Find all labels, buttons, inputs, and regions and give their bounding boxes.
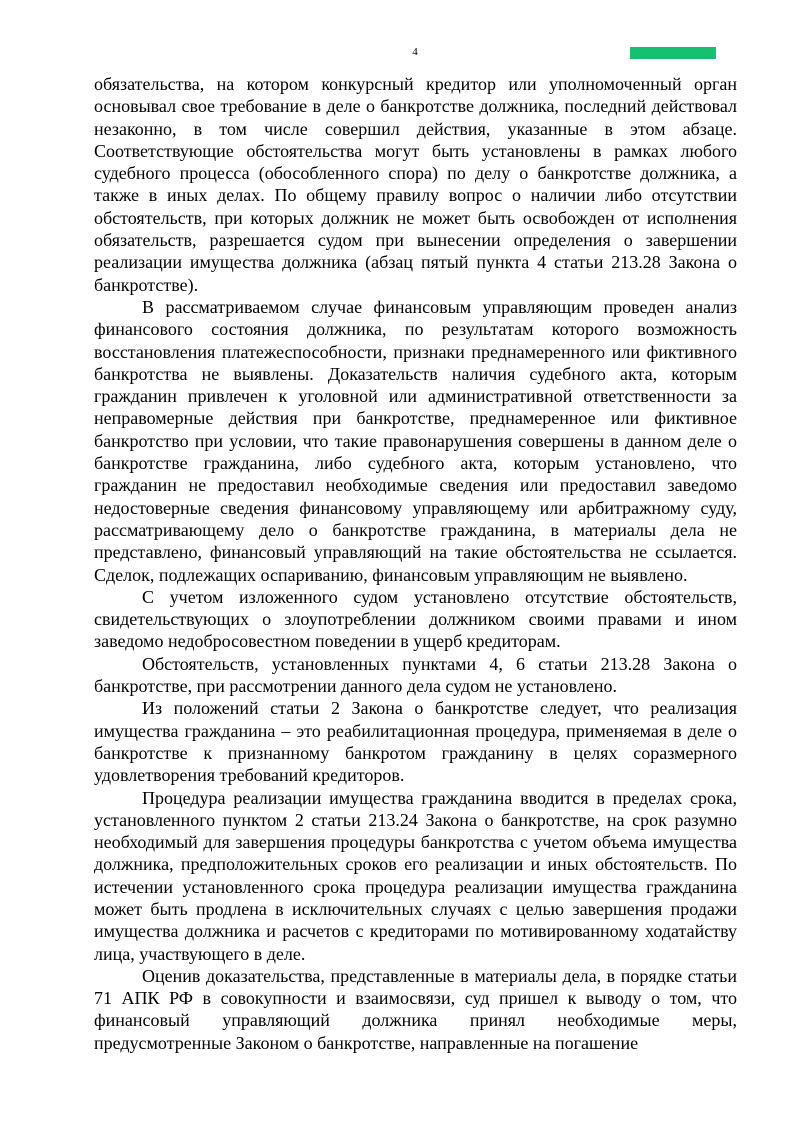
paragraph: Оценив доказательства, представленные в материалы дела, в порядке статьи 71 АПК РФ в совокупности и взаимосвязи, суд пришел к выводу о том, что финансовый управляющий должника принял необходимые меры, предусмотренные Законом о банкротстве, направленные на погашение: [94, 965, 737, 1053]
paragraph: Процедура реализации имущества гражданина вводится в пределах срока, установленного пунктом 2 статьи 213.24 Закона о банкротстве, на срок разумно необходимый для завершения процедуры банкротства с учетом объема имущества должника, предположительных сроков его реализации и иных обстоятельств. По истечении установленного срока процедура реализации имущества гражданина может быть продлена в исключительных случаях с целью завершения продажи имущества должника и расчетов с кредиторами по мотивированному ходатайству лица, участвующего в деле.: [94, 787, 737, 964]
paragraph-continuation: обязательства, на котором конкурсный кредитор или уполномоченный орган основывал свое требование в деле о банкротстве должника, последний действовал незаконно, в том числе совершил действия, указанные в этом абзаце. Соответствующие обстоятельства могут быть установлены в рамках любого судебного процесса (обособленного спора) по делу о банкротстве должника, а также в иных делах. По общему правилу вопрос о наличии либо отсутствии обстоятельств, при которых должник не может быть освобожден от исполнения обязательств, разрешается судом при вынесении определения о завершении реализации имущества должника (абзац пятый пункта 4 статьи 213.28 Закона о банкротстве).: [94, 74, 737, 295]
paragraph: В рассматриваемом случае финансовым управляющим проведен анализ финансового состояния должника, по результатам которого возможность восстановления платежеспособности, признаки преднамеренного или фиктивного банкротства не выявлены. Доказательств наличия судебного акта, которым гражданин привлечен к уголовной или административной ответственности за неправомерные действия при банкротстве, преднамеренное или фиктивное банкротство при условии, что такие правонарушения совершены в данном деле о банкротстве гражданина, либо судебного акта, которым установлено, что гражданин не предоставил необходимые сведения или предоставил заведомо недостоверные сведения финансовому управляющему или арбитражному суду, рассматривающему дело о банкротстве гражданина, в материалы дела не представлено, финансовый управляющий на такие обстоятельства не ссылается. Сделок, подлежащих оспариванию, финансовым управляющим не выявлено.: [94, 296, 737, 585]
paragraph: С учетом изложенного судом установлено отсутствие обстоятельств, свидетельствующих о злоупотреблении должником своими правами и ином заведомо недобросовестном поведении в ущерб кредиторам.: [94, 586, 737, 652]
page-number: 4: [412, 46, 418, 58]
green-marker-bar: [630, 47, 716, 59]
paragraph: Из положений статьи 2 Закона о банкротстве следует, что реализация имущества гражданина – это реабилитационная процедура, применяемая в деле о банкротстве к признанному банкротом гражданину в целях соразмерного удовлетворения требований кредиторов.: [94, 698, 737, 786]
document-body: [94, 73, 737, 1054]
paragraph: Обстоятельств, установленных пунктами 4, 6 статьи 213.28 Закона о банкротстве, при рассмотрении данного дела судом не установлено.: [94, 653, 737, 697]
